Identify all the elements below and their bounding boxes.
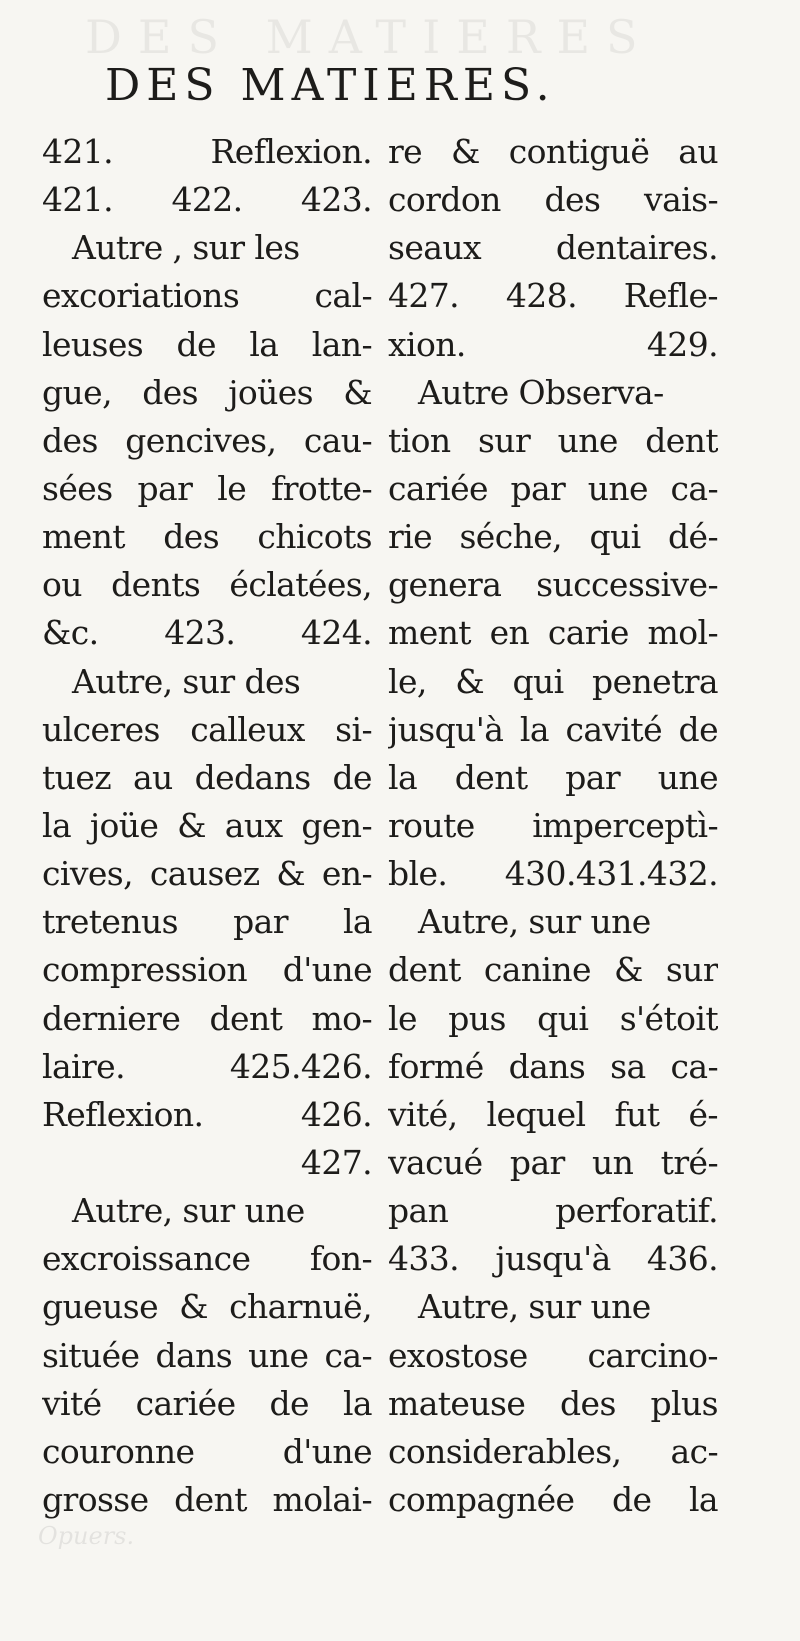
index-line: 427. xyxy=(300,1142,372,1182)
index-line: le pus qui s'étoit xyxy=(388,998,718,1038)
index-column-right xyxy=(388,128,718,1524)
index-line: route imperceptì- xyxy=(388,805,718,845)
index-line: cordon des vais- xyxy=(388,180,718,220)
index-line: compagnée de la xyxy=(388,1479,718,1519)
index-line: mateuse des plus xyxy=(388,1383,718,1423)
index-line: considerables, ac- xyxy=(388,1431,718,1471)
index-line: ulceres calleux si- xyxy=(42,709,372,749)
index-line: xion. 429. xyxy=(388,324,718,364)
show-through-running-head: DES MATIERES xyxy=(85,10,654,64)
index-line: excoriations cal- xyxy=(42,276,372,316)
index-line: tion sur une dent xyxy=(388,420,718,460)
running-head: DES MATIERES. xyxy=(105,60,556,111)
index-line: la dent par une xyxy=(388,757,718,797)
index-line: couronne d'une xyxy=(42,1431,372,1471)
index-line: cariée par une ca- xyxy=(388,468,718,508)
index-line: ment des chicots xyxy=(42,517,372,557)
index-line: genera successive- xyxy=(388,565,718,605)
index-column-left xyxy=(42,128,372,1524)
index-line: compression d'une xyxy=(42,950,372,990)
index-line: vacué par un tré- xyxy=(388,1142,718,1182)
index-line: située dans une ca- xyxy=(42,1335,372,1375)
index-line: 421. 422. 423. xyxy=(42,180,372,220)
index-line: pan perforatif. xyxy=(388,1191,718,1231)
index-line: ment en carie mol- xyxy=(388,613,718,653)
index-line: jusqu'à la cavité de xyxy=(388,709,718,749)
index-line: grosse dent molai- xyxy=(42,1479,372,1519)
index-line: Autre, sur une xyxy=(72,1191,305,1231)
index-line: sées par le frotte- xyxy=(42,468,372,508)
index-line: Autre, sur une xyxy=(418,902,651,942)
index-line: Autre Observa- xyxy=(418,372,664,412)
index-line: Autre , sur les xyxy=(72,228,300,268)
index-line: dent canine & sur xyxy=(388,950,718,990)
index-line: excroissance fon- xyxy=(42,1239,372,1279)
index-line: vité, lequel fut é- xyxy=(388,1094,718,1134)
index-line: derniere dent mo- xyxy=(42,998,372,1038)
index-line: leuses de la lan- xyxy=(42,324,372,364)
index-line: 433. jusqu'à 436. xyxy=(388,1239,718,1279)
index-line: Autre, sur une xyxy=(418,1287,651,1327)
index-line: cives, causez & en- xyxy=(42,854,372,894)
index-line: re & contiguë au xyxy=(388,132,718,171)
index-line: ou dents éclatées, xyxy=(42,565,372,605)
index-line: &c. 423. 424. xyxy=(42,613,372,653)
index-line: vité cariée de la xyxy=(42,1383,372,1423)
index-line: Reflexion. 426. xyxy=(42,1094,372,1134)
index-line: la joüe & aux gen- xyxy=(42,805,372,845)
index-line: formé dans sa ca- xyxy=(388,1046,718,1086)
index-line: tuez au dedans de xyxy=(42,757,372,797)
index-line: 421. Reflexion. xyxy=(42,132,372,171)
index-line: laire. 425.426. xyxy=(42,1046,372,1086)
index-line: des gencives, cau- xyxy=(42,420,372,460)
index-line: ble. 430.431.432. xyxy=(388,854,718,894)
index-line: Autre, sur des xyxy=(72,661,301,701)
index-line: seaux dentaires. xyxy=(388,228,718,268)
index-line: rie séche, qui dé- xyxy=(388,517,718,557)
index-line: gueuse & charnuë, xyxy=(42,1287,372,1327)
index-line: le, & qui penetra xyxy=(388,661,718,701)
index-line: 427. 428. Refle- xyxy=(388,276,718,316)
index-line: tretenus par la xyxy=(42,902,372,942)
show-through-signature: Opuers. xyxy=(38,1522,135,1550)
index-line: gue, des joües & xyxy=(42,372,372,412)
index-line: exostose carcino- xyxy=(388,1335,718,1375)
